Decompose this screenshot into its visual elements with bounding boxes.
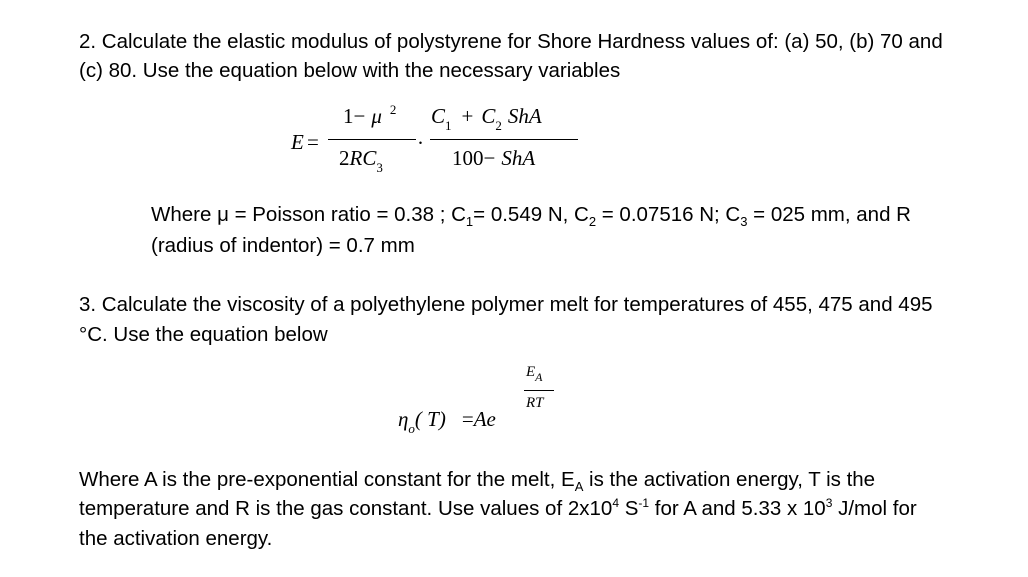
- q2-line2: (c) 80. Use the equation below with the necessary variables: [79, 59, 621, 82]
- frac2-num: $C_1 + C_2$ ShA: [431, 104, 542, 133]
- q3-where-line2: temperature and R is the gas constant. Use values of $2x10^4$ $S^{-1}$ for A and 5.33 x $10^3$ J/mol for: [79, 496, 917, 520]
- q3-where-line1: Where A is the pre-exponential constant for the melt, $E_A$ is the activation energy, T is the: [79, 468, 876, 494]
- exp-frac-line: [524, 390, 554, 391]
- exp-num: $E_A$: [526, 364, 543, 384]
- q3-line1: 3. Calculate the viscosity of a polyethylene polymer melt for temperatures of 455, 475 and 495: [79, 293, 933, 316]
- eq-dot: ·: [417, 131, 424, 155]
- frac1-line: [328, 139, 416, 140]
- eq-equals: =: [307, 130, 319, 154]
- frac2-den: 100− ShA: [452, 146, 536, 170]
- q3-where-line3: the activation energy.: [79, 527, 273, 550]
- eq-lhs: E: [291, 130, 304, 154]
- q2-line1: 2. Calculate the elastic modulus of polystyrene for Shore Hardness values of: (a) 50, (b) 70 and: [79, 30, 943, 53]
- q3-line2: °C. Use the equation below: [79, 323, 328, 346]
- frac2-line: [430, 139, 578, 140]
- q2-where-line2: (radius of indentor) = 0.7 mm: [151, 234, 415, 257]
- frac1-num: 1− μ $^2$: [343, 102, 397, 128]
- exp-den: RT: [526, 395, 544, 411]
- eta-term: $\eta_o$( T) =Ae: [398, 407, 496, 436]
- frac1-den: $2RC_3$: [339, 146, 383, 175]
- q2-where-line1: Where μ = Poisson ratio = 0.38 ; $C_1= 0.549$ N, $C_2 = 0.07516$ N; $C_3 = 025$ mm, and R: [151, 203, 911, 229]
